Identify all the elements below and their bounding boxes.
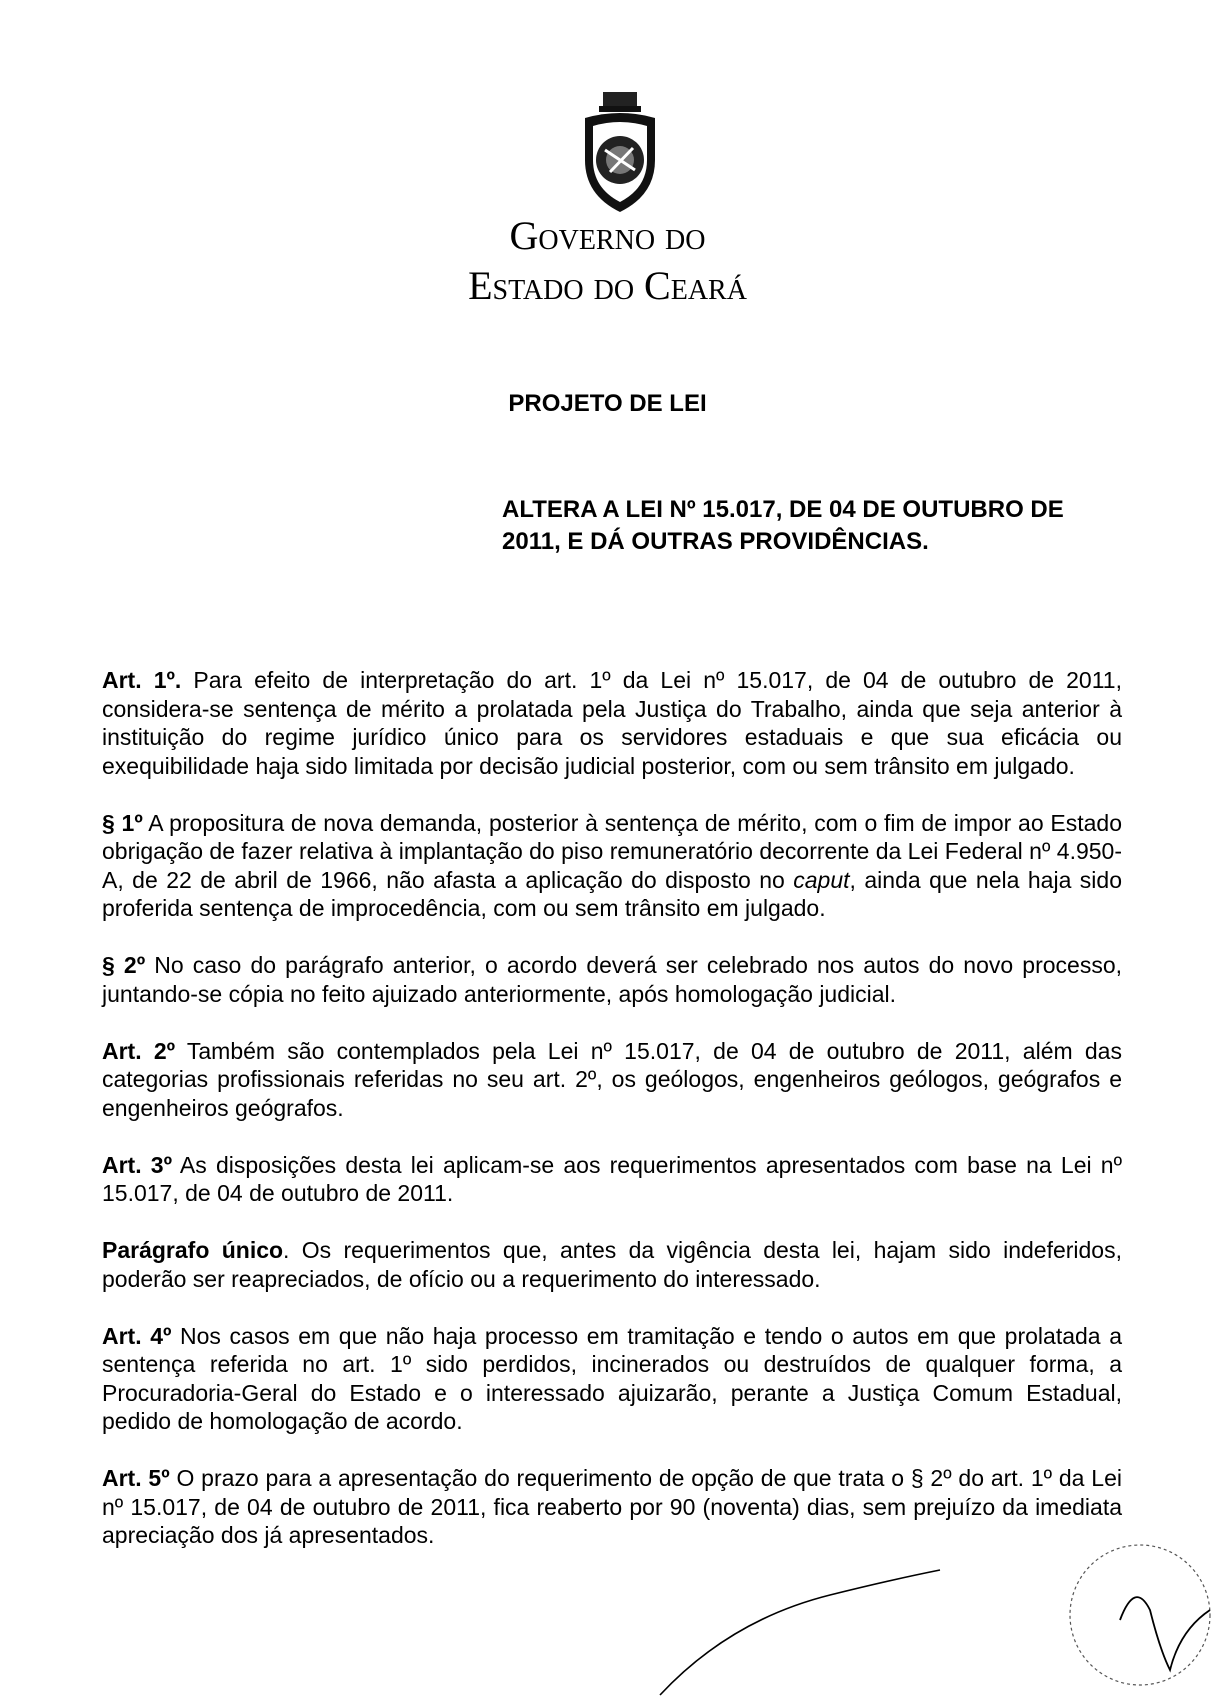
sole-paragraph-label: Parágrafo único [102,1237,284,1263]
bill-summary: ALTERA A LEI Nº 15.017, DE 04 DE OUTUBRO DE 2011, E DÁ OUTRAS PROVIDÊNCIAS. [502,496,1064,555]
article-1 [102,666,1122,780]
paragraph-2-label: § 2º [102,952,146,978]
paragraph-2-text: No caso do parágrafo anterior, o acordo deverá ser celebrado nos autos do novo processo, juntando-se cópia no feito ajuizado anteriormente, após homologação judicial. [102,952,1122,1007]
paragraph-1-caput: caput [793,866,850,893]
paragraph-1-label: § 1º [102,809,143,836]
document-title: PROJETO DE LEI [508,390,707,417]
article-4-text: Nos casos em que não haja processo em tramitação e tendo o autos em que prolatada a sentença referida no art. 1º sido perdidos, incinerados ou destruídos de qualquer forma, a Procuradoria-Geral do Estado e o interessado ajuizarão, perante a Justiça Comum Estadual, pedido de homologação de acordo. [102,1322,1122,1434]
paragraph-2 [102,951,1122,1008]
article-2 [102,1037,1122,1123]
article-1-label: Art. 1º. [102,667,182,693]
paragraph-1 [102,809,1122,923]
article-4-label: Art. 4º [102,1322,172,1349]
article-4 [102,1322,1122,1436]
article-5-label: Art. 5º [102,1465,170,1491]
article-1-text: Para efeito de interpretação do art. 1º da Lei nº 15.017, de 04 de outubro de 2011, considera-se sentença de mérito a prolatada pela Justiça do Trabalho, ainda que seja anterior à instituição do regime jurídico único para os servidores estaduais e que sua eficácia ou exequibilidade haja sido limitada por decisão judicial posterior, com ou sem trânsito em julgado. [102,667,1122,779]
signature-stroke-icon [650,1560,950,1700]
government-header-line1: Governo do [509,213,706,258]
article-2-label: Art. 2º [102,1037,176,1064]
bill-body [102,666,1122,1578]
paragraph-1-text-a: A propositura de nova demanda, posterior à sentença de mérito, com o fim de impor ao Estado obrigação de fazer relativa à implantação do piso remuneratório decorrente da Lei Federal nº 4.950-A, de 22 de abril de 1966, não afasta a aplicação do disposto no [102,809,1122,893]
government-header-line2: Estado do Ceará [468,263,747,308]
article-3-text: As disposições desta lei aplicam-se aos requerimentos apresentados com base na Lei nº 15.017, de 04 de outubro de 2011. [102,1151,1122,1206]
article-5-text: O prazo para a apresentação do requerimento de opção de que trata o § 2º do art. 1º da Lei nº 15.017, de 04 de outubro de 2011, fica reaberto por 90 (noventa) dias, sem prejuízo da imediata apreciação dos já apresentados. [102,1465,1122,1548]
article-3 [102,1151,1122,1208]
official-stamp-icon [1050,1520,1215,1700]
coat-of-arms-icon [565,90,675,220]
article-5 [102,1464,1122,1550]
sole-paragraph [102,1236,1122,1293]
sole-paragraph-text: . Os requerimentos que, antes da vigência desta lei, hajam sido indeferidos, poderão ser reapreciados, de ofício ou a requerimento do interessado. [102,1237,1122,1292]
paragraph-1-text-b: , ainda que nela haja sido proferida sentença de improcedência, com ou sem trânsito em julgado. [102,866,1123,921]
article-3-label: Art. 3º [102,1151,172,1178]
article-2-text: Também são contemplados pela Lei nº 15.017, de 04 de outubro de 2011, além das categorias profissionais referidas no seu art. 2º, os geólogos, engenheiros geólogos, geógrafos e engenheiros geógrafos. [102,1037,1122,1121]
